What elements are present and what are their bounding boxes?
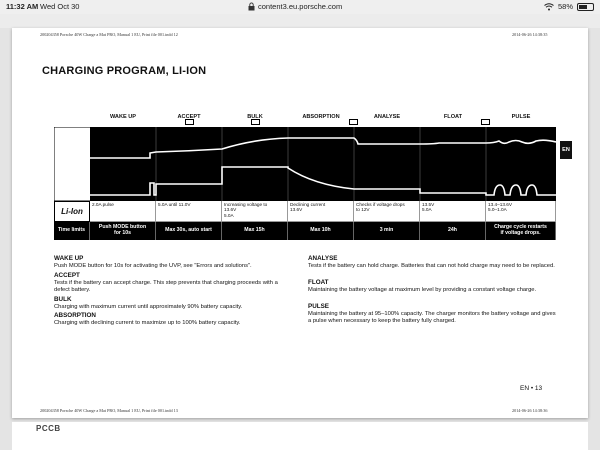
status-date: Wed Oct 30 — [40, 2, 80, 11]
battery-symbol-icon — [481, 119, 490, 125]
phase-spec-cell: Declining current 13.6V — [288, 201, 354, 222]
time-limit-cell: Max 10h — [288, 222, 354, 240]
phase-spec-cell: 13.5V 5.0A — [420, 201, 486, 222]
battery-symbol-icon — [251, 119, 260, 125]
page-title: CHARGING PROGRAM, LI-ION — [42, 65, 207, 77]
battery-icon — [577, 3, 594, 11]
desc-text: Charging with maximum current until approximately 90% battery capacity. — [54, 304, 243, 310]
desc-heading: FLOAT — [308, 279, 329, 286]
page-number: EN • 13 — [520, 385, 543, 392]
phase-header: PULSE — [511, 114, 531, 120]
desc-heading: WAKE UP — [54, 255, 84, 262]
desc-text: Push MODE button for 10s for activating the UVP, see "Errors and solutions". — [54, 263, 252, 269]
desc-heading: BULK — [54, 296, 72, 303]
desc-heading: ABSORPTION — [54, 312, 96, 319]
desc-text: Charging with declining current to maximize up to 100% battery capacity. — [54, 320, 241, 326]
desc-text: Maintaining the battery voltage at maximum level by providing a constant voltage charge. — [308, 287, 537, 293]
desc-text: Tests if the battery can hold charge. Batteries that can not hold charge may need to be replaced. — [308, 263, 555, 269]
phase-spec-cell: Increasing voltage to 13.6V 5.0A — [222, 201, 288, 222]
time-limit-cell: Push MODE button for 10s — [90, 222, 156, 240]
phase-header: BULK — [247, 114, 263, 120]
print-header-right: 2014-06-26 14:38:35 — [512, 32, 548, 37]
battery-symbol-icon — [185, 119, 194, 125]
status-bar — [0, 0, 600, 14]
wifi-icon — [544, 3, 554, 11]
battery-symbol-icon — [349, 119, 358, 125]
desc-heading: ACCEPT — [54, 272, 80, 279]
address-url[interactable]: content3.eu.porsche.com — [258, 2, 343, 11]
battery-type-label: Li-Ion — [54, 201, 90, 222]
desc-text: Tests if the battery can accept charge. This step prevents that charging proceeds with a defect battery. — [54, 280, 278, 293]
desc-heading: PULSE — [308, 303, 329, 310]
phase-spec-cell: 13.4–13.6V 5.0–1.0A — [486, 201, 556, 222]
phase-header: ABSORPTION — [302, 114, 340, 120]
time-limit-cell: Charge cycle restarts if voltage drops. — [486, 222, 556, 240]
phase-header: FLOAT — [443, 114, 463, 120]
viewer-toolbar — [0, 14, 600, 28]
desc-heading: ANALYSE — [308, 255, 338, 262]
battery-percent: 58% — [557, 2, 573, 11]
time-limit-cell: Max 30s, auto start — [156, 222, 222, 240]
phase-spec-cell: Checks if voltage drops to 12V — [354, 201, 420, 222]
lock-icon — [248, 2, 255, 11]
phase-header: ANALYSE — [373, 114, 401, 120]
desc-text: Maintaining the battery at 95–100% capacity. The charger monitors the battery voltage and gives a pulse when necessary to keep the battery fully charged. — [308, 311, 556, 324]
next-page — [12, 422, 588, 450]
charging-chart — [54, 127, 556, 201]
phase-header: WAKE UP — [109, 114, 137, 120]
status-time: 11:32 AM — [6, 2, 39, 11]
phase-spec-cell: 5.0A until 11.0V — [156, 201, 222, 222]
phase-spec-cell: 2.0A pulse — [90, 201, 156, 222]
time-limit-cell: 24h — [420, 222, 486, 240]
watermark-text: PCCB — [36, 424, 61, 433]
print-footer-left: 200204358 Porsche 40W Charge a Mat PRO, Manual 1 EU, Print file 001.indd 13 — [40, 408, 178, 413]
time-limit-cell: 3 min — [354, 222, 420, 240]
print-header-left: 200204358 Porsche 40W Charge a Mat PRO, Manual 1 EU, Print file 001.indd 12 — [40, 32, 178, 37]
language-tab: EN — [560, 141, 572, 159]
phase-header: ACCEPT — [177, 114, 201, 120]
time-limit-cell: Max 15h — [222, 222, 288, 240]
print-footer-right: 2014-06-26 14:38:36 — [512, 408, 548, 413]
time-limits-label: Time limits — [54, 222, 90, 240]
